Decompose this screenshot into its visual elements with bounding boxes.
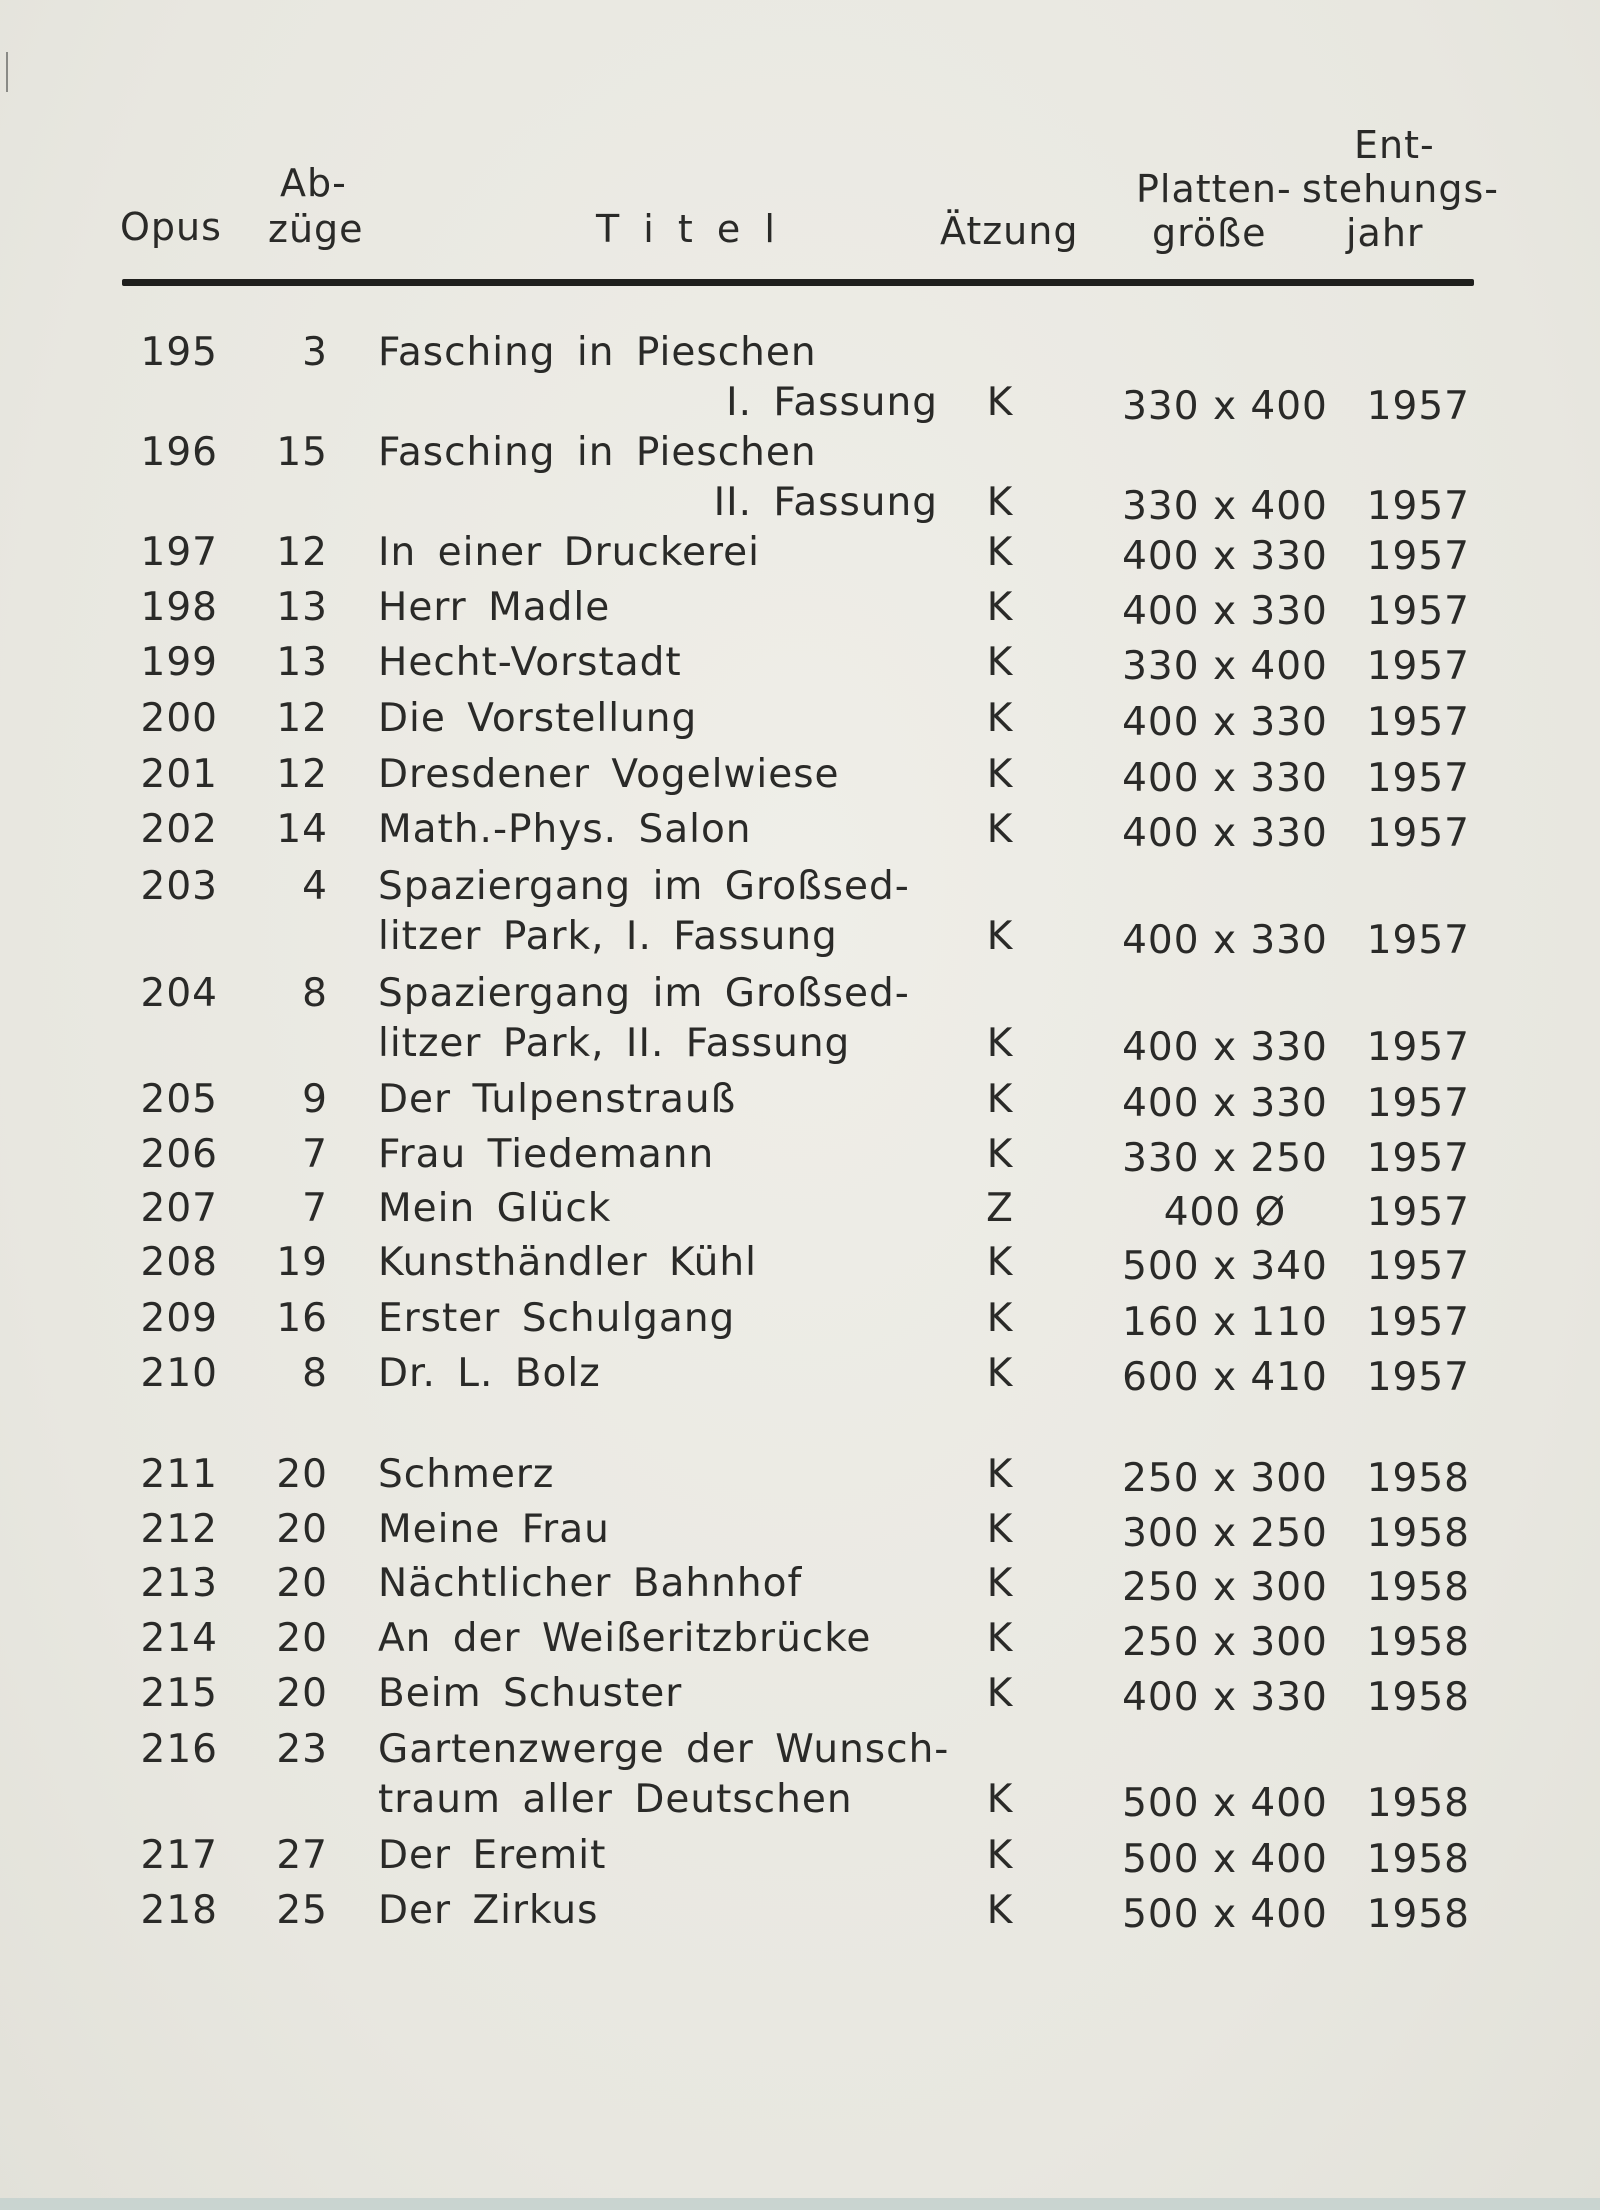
work-title bbox=[378, 1561, 938, 1611]
plate-size: 500 x 400 bbox=[1122, 1837, 1328, 1882]
plate-size: 400 x 330 bbox=[1122, 589, 1328, 634]
creation-year: 1958 bbox=[1366, 1892, 1470, 1937]
work-title-line: Fasching in Pieschen bbox=[378, 330, 817, 375]
opus-number: 208 bbox=[140, 1240, 218, 1285]
work-title-line: Beim Schuster bbox=[378, 1671, 683, 1716]
etching-type: K bbox=[986, 1616, 1014, 1661]
creation-year: 1957 bbox=[1366, 644, 1470, 689]
opus-number: 204 bbox=[140, 971, 218, 1016]
etching-type: K bbox=[986, 1888, 1014, 1933]
opus-number: 214 bbox=[140, 1616, 218, 1661]
work-title bbox=[378, 1077, 938, 1127]
creation-year: 1958 bbox=[1366, 1565, 1470, 1610]
work-title bbox=[378, 696, 938, 746]
creation-year: 1957 bbox=[1366, 1300, 1470, 1345]
work-title-line: Die Vorstellung bbox=[378, 696, 698, 741]
opus-number: 200 bbox=[140, 696, 218, 741]
work-title-line: traum aller Deutschen bbox=[378, 1777, 853, 1822]
creation-year: 1958 bbox=[1366, 1675, 1470, 1720]
creation-year: 1957 bbox=[1366, 700, 1470, 745]
creation-year: 1957 bbox=[1366, 1190, 1470, 1235]
work-title-line: Fasching in Pieschen bbox=[378, 430, 817, 475]
etching-type: K bbox=[986, 1833, 1014, 1878]
print-count: 7 bbox=[302, 1186, 328, 1231]
work-title-line: Der Eremit bbox=[378, 1833, 607, 1878]
creation-year: 1957 bbox=[1366, 811, 1470, 856]
print-count: 20 bbox=[276, 1671, 328, 1716]
work-title-line: Gartenzwerge der Wunsch- bbox=[378, 1727, 950, 1772]
opus-number: 203 bbox=[140, 864, 218, 909]
opus-number: 215 bbox=[140, 1671, 218, 1716]
opus-number: 209 bbox=[140, 1296, 218, 1341]
etching-type: K bbox=[986, 752, 1014, 797]
plate-size: 250 x 300 bbox=[1122, 1565, 1328, 1610]
print-count: 4 bbox=[302, 864, 328, 909]
print-count: 27 bbox=[276, 1833, 328, 1878]
page-edge bbox=[0, 2198, 1600, 2210]
opus-number: 198 bbox=[140, 585, 218, 630]
work-title-line: Meine Frau bbox=[378, 1507, 610, 1552]
opus-number: 218 bbox=[140, 1888, 218, 1933]
opus-number: 195 bbox=[140, 330, 218, 375]
etching-type: K bbox=[986, 1507, 1014, 1552]
print-count: 3 bbox=[302, 330, 328, 375]
print-count: 7 bbox=[302, 1132, 328, 1177]
work-title bbox=[378, 1888, 938, 1938]
header-aetzung: Ätzung bbox=[940, 209, 1079, 253]
work-title-line: Math.-Phys. Salon bbox=[378, 807, 752, 852]
etching-type: K bbox=[986, 1561, 1014, 1606]
opus-number: 210 bbox=[140, 1351, 218, 1396]
opus-number: 207 bbox=[140, 1186, 218, 1231]
work-title-line: Herr Madle bbox=[378, 585, 611, 630]
header-plattengroesse-line2: größe bbox=[1152, 211, 1267, 255]
plate-size: 250 x 300 bbox=[1122, 1456, 1328, 1501]
print-count: 23 bbox=[276, 1727, 328, 1772]
creation-year: 1958 bbox=[1366, 1456, 1470, 1501]
plate-size: 400 Ø bbox=[1163, 1190, 1287, 1235]
print-count: 25 bbox=[276, 1888, 328, 1933]
header-titel: T i t e l bbox=[596, 207, 781, 251]
plate-size: 600 x 410 bbox=[1122, 1355, 1328, 1400]
opus-number: 212 bbox=[140, 1507, 218, 1552]
header-abzuege-line2: züge bbox=[268, 207, 364, 251]
plate-size: 330 x 400 bbox=[1122, 644, 1328, 689]
print-count: 12 bbox=[276, 696, 328, 741]
creation-year: 1958 bbox=[1366, 1511, 1470, 1556]
print-count: 8 bbox=[302, 1351, 328, 1396]
etching-type: K bbox=[986, 1077, 1014, 1122]
plate-size: 400 x 330 bbox=[1122, 1675, 1328, 1720]
creation-year: 1957 bbox=[1366, 1355, 1470, 1400]
plate-size: 160 x 110 bbox=[1122, 1300, 1328, 1345]
etching-type: K bbox=[986, 1296, 1014, 1341]
work-title bbox=[378, 1833, 938, 1883]
work-title-line: Spaziergang im Großsed- bbox=[378, 864, 910, 909]
creation-year: 1957 bbox=[1366, 1244, 1470, 1289]
work-title-line: Dresdener Vogelwiese bbox=[378, 752, 840, 797]
work-title bbox=[378, 1351, 938, 1401]
print-count: 14 bbox=[276, 807, 328, 852]
creation-year: 1957 bbox=[1366, 918, 1470, 963]
creation-year: 1957 bbox=[1366, 589, 1470, 634]
work-title-line: Spaziergang im Großsed- bbox=[378, 971, 910, 1016]
plate-size: 330 x 400 bbox=[1122, 384, 1328, 429]
work-title bbox=[378, 1240, 938, 1290]
work-title-line: Frau Tiedemann bbox=[378, 1132, 715, 1177]
plate-size: 250 x 300 bbox=[1122, 1620, 1328, 1665]
print-count: 20 bbox=[276, 1507, 328, 1552]
etching-type: K bbox=[986, 1777, 1014, 1822]
print-count: 19 bbox=[276, 1240, 328, 1285]
work-title bbox=[378, 640, 938, 690]
work-title bbox=[378, 1727, 950, 1827]
work-title-line: Erster Schulgang bbox=[378, 1296, 736, 1341]
work-title bbox=[378, 1452, 938, 1502]
print-count: 20 bbox=[276, 1452, 328, 1497]
print-count: 8 bbox=[302, 971, 328, 1016]
work-title-line: Hecht-Vorstadt bbox=[378, 640, 682, 685]
etching-type: K bbox=[986, 1021, 1014, 1066]
work-title bbox=[378, 752, 938, 802]
creation-year: 1958 bbox=[1366, 1620, 1470, 1665]
creation-year: 1957 bbox=[1366, 1136, 1470, 1181]
header-entstehungsjahr-line3: jahr bbox=[1346, 211, 1424, 255]
work-title-line: II. Fassung bbox=[713, 480, 938, 525]
work-title-line: Der Zirkus bbox=[378, 1888, 599, 1933]
work-title bbox=[378, 807, 938, 857]
work-title bbox=[378, 430, 938, 530]
creation-year: 1958 bbox=[1366, 1837, 1470, 1882]
header-opus: Opus bbox=[120, 205, 222, 249]
opus-number: 217 bbox=[140, 1833, 218, 1878]
etching-type: K bbox=[986, 696, 1014, 741]
creation-year: 1957 bbox=[1366, 484, 1470, 529]
work-title bbox=[378, 971, 938, 1071]
opus-number: 201 bbox=[140, 752, 218, 797]
creation-year: 1957 bbox=[1366, 1025, 1470, 1070]
etching-type: K bbox=[986, 1132, 1014, 1177]
work-title-line: I. Fassung bbox=[726, 380, 938, 425]
opus-number: 206 bbox=[140, 1132, 218, 1177]
print-count: 20 bbox=[276, 1561, 328, 1606]
work-title-line: In einer Druckerei bbox=[378, 530, 761, 575]
print-count: 12 bbox=[276, 530, 328, 575]
work-title bbox=[378, 330, 938, 430]
opus-number: 216 bbox=[140, 1727, 218, 1772]
plate-size: 400 x 330 bbox=[1122, 534, 1328, 579]
plate-size: 330 x 250 bbox=[1122, 1136, 1328, 1181]
print-count: 13 bbox=[276, 640, 328, 685]
work-title bbox=[378, 585, 938, 635]
work-title bbox=[378, 1186, 938, 1236]
etching-type: K bbox=[986, 380, 1014, 425]
etching-type: K bbox=[986, 1452, 1014, 1497]
plate-size: 400 x 330 bbox=[1122, 700, 1328, 745]
work-title-line: litzer Park, I. Fassung bbox=[378, 914, 838, 959]
header-entstehungsjahr-line1: Ent- bbox=[1354, 123, 1435, 167]
print-count: 15 bbox=[276, 430, 328, 475]
etching-type: K bbox=[986, 1671, 1014, 1716]
print-count: 16 bbox=[276, 1296, 328, 1341]
work-title-line: An der Weißeritzbrücke bbox=[378, 1616, 872, 1661]
work-title-line: Kunsthändler Kühl bbox=[378, 1240, 757, 1285]
plate-size: 400 x 330 bbox=[1122, 811, 1328, 856]
header-entstehungsjahr-line2: stehungs- bbox=[1302, 167, 1499, 211]
work-title bbox=[378, 1132, 938, 1182]
etching-type: K bbox=[986, 530, 1014, 575]
etching-type: K bbox=[986, 585, 1014, 630]
print-count: 20 bbox=[276, 1616, 328, 1661]
etching-type: K bbox=[986, 480, 1014, 525]
print-count: 9 bbox=[302, 1077, 328, 1122]
opus-number: 205 bbox=[140, 1077, 218, 1122]
etching-type: Z bbox=[986, 1186, 1014, 1231]
work-title bbox=[378, 530, 938, 580]
opus-number: 199 bbox=[140, 640, 218, 685]
creation-year: 1957 bbox=[1366, 534, 1470, 579]
creation-year: 1957 bbox=[1366, 1081, 1470, 1126]
etching-type: K bbox=[986, 914, 1014, 959]
plate-size: 400 x 330 bbox=[1122, 756, 1328, 801]
plate-size: 400 x 330 bbox=[1122, 918, 1328, 963]
work-title bbox=[378, 1507, 938, 1557]
plate-size: 400 x 330 bbox=[1122, 1025, 1328, 1070]
header-plattengroesse-line1: Platten- bbox=[1136, 167, 1292, 211]
opus-number: 211 bbox=[140, 1452, 218, 1497]
plate-size: 500 x 340 bbox=[1122, 1244, 1328, 1289]
plate-size: 330 x 400 bbox=[1122, 484, 1328, 529]
creation-year: 1958 bbox=[1366, 1781, 1470, 1826]
work-title-line: Mein Glück bbox=[378, 1186, 612, 1231]
plate-size: 300 x 250 bbox=[1122, 1511, 1328, 1556]
opus-number: 196 bbox=[140, 430, 218, 475]
work-title-line: Schmerz bbox=[378, 1452, 555, 1497]
work-title-line: litzer Park, II. Fassung bbox=[378, 1021, 851, 1066]
work-title-line: Dr. L. Bolz bbox=[378, 1351, 601, 1396]
plate-size: 500 x 400 bbox=[1122, 1781, 1328, 1826]
creation-year: 1957 bbox=[1366, 756, 1470, 801]
work-title bbox=[378, 1296, 938, 1346]
plate-size: 400 x 330 bbox=[1122, 1081, 1328, 1126]
etching-type: K bbox=[986, 640, 1014, 685]
work-title-line: Nächtlicher Bahnhof bbox=[378, 1561, 803, 1606]
opus-number: 213 bbox=[140, 1561, 218, 1606]
work-title bbox=[378, 1671, 938, 1721]
opus-number: 197 bbox=[140, 530, 218, 575]
work-title bbox=[378, 864, 938, 964]
etching-type: K bbox=[986, 1351, 1014, 1396]
creation-year: 1957 bbox=[1366, 384, 1470, 429]
work-title bbox=[378, 1616, 938, 1666]
etching-type: K bbox=[986, 807, 1014, 852]
opus-number: 202 bbox=[140, 807, 218, 852]
header-abzuege-line1: Ab- bbox=[280, 161, 347, 205]
etching-type: K bbox=[986, 1240, 1014, 1285]
plate-size: 500 x 400 bbox=[1122, 1892, 1328, 1937]
print-count: 13 bbox=[276, 585, 328, 630]
print-count: 12 bbox=[276, 752, 328, 797]
work-title-line: Der Tulpenstrauß bbox=[378, 1077, 737, 1122]
